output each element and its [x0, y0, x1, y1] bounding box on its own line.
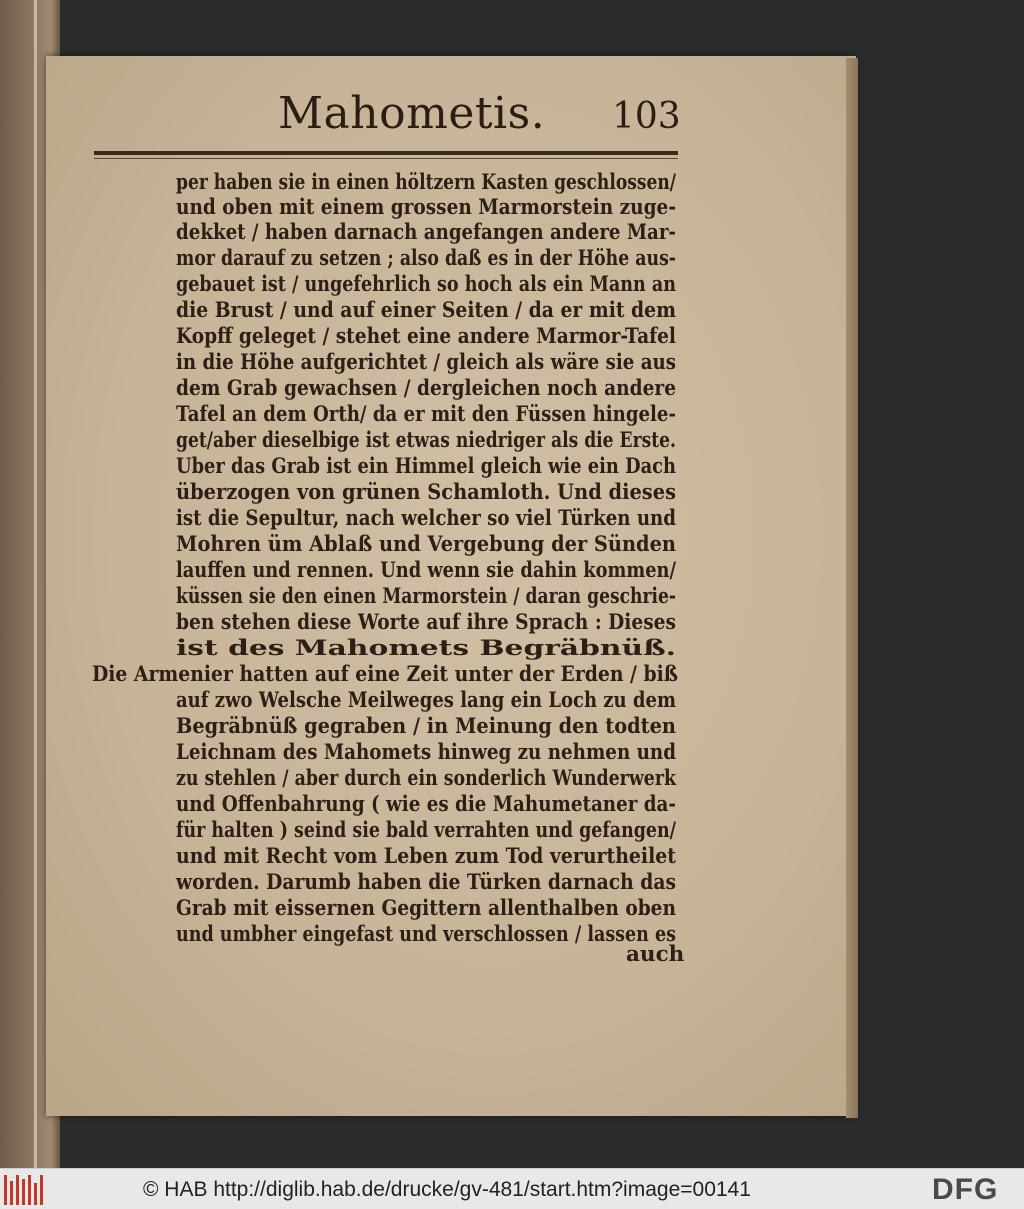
text-line: Begräbnüß gegraben / in Meinung den todten — [176, 714, 676, 739]
text-line: gebauet ist / ungefehrlich so hoch als ein Mann an — [176, 272, 676, 297]
text-line: Tafel an dem Orth/ da er mit den Füssen hingele- — [176, 402, 676, 427]
hab-logo-icon — [4, 1175, 48, 1205]
text-line: in die Höhe aufgerichtet / gleich als wäre sie aus — [176, 350, 676, 375]
footer-bar — [0, 1168, 1024, 1209]
text-line: dem Grab gewachsen / dergleichen noch andere — [176, 376, 676, 401]
text-line: worden. Darumb haben die Türken darnach das — [176, 870, 676, 895]
text-line: und mit Recht vom Leben zum Tod verurtheilet — [176, 844, 676, 869]
text-line: Uber das Grab ist ein Himmel gleich wie ein Dach — [176, 454, 676, 479]
text-line: Mohren üm Ablaß und Vergebung der Sünden — [176, 532, 676, 557]
source-link[interactable]: © HAB http://diglib.hab.de/drucke/gv-481/start.htm?image=00141 — [143, 1178, 751, 1201]
text-line: Kopff geleget / stehet eine andere Marmor-Tafel — [176, 324, 676, 349]
text-line: Leichnam des Mahomets hinweg zu nehmen und — [176, 740, 676, 765]
text-line: get/aber dieselbige ist etwas niedriger als die Erste. — [176, 428, 676, 453]
text-line: ben stehen diese Worte auf ihre Sprach : Dieses — [176, 610, 676, 635]
text-line: dekket / haben darnach angefangen andere Mar- — [176, 220, 676, 245]
text-line: Die Armenier hatten auf eine Zeit unter der Erden / biß — [92, 662, 678, 687]
catchword: auch — [626, 942, 685, 967]
running-head: Mahometis. — [278, 88, 546, 139]
text-line: für halten ) seind sie bald verrahten und gefangen/ — [176, 818, 676, 843]
text-line: lauffen und rennen. Und wenn sie dahin kommen/ — [176, 558, 676, 583]
text-line: zu stehlen / aber durch ein sonderlich Wunderwerk — [176, 766, 676, 791]
text-line: auf zwo Welsche Meilweges lang ein Loch zu dem — [176, 688, 676, 713]
page-number: 103 — [612, 96, 681, 137]
text-line: Grab mit eissernen Gegittern allenthalben oben — [176, 896, 676, 921]
text-line: ist die Sepultur, nach welcher so viel Türken und — [176, 506, 676, 531]
text-line: überzogen von grünen Schamloth. Und dieses — [176, 480, 676, 505]
text-line: per haben sie in einen höltzern Kasten geschlossen/ — [176, 170, 676, 195]
text-line: und umbher eingefast und verschlossen / lassen es — [176, 922, 676, 947]
text-line: mor darauf zu setzen ; also daß es in der Höhe aus- — [176, 246, 676, 271]
text-line: die Brust / und auf einer Seiten / da er mit dem — [176, 298, 676, 323]
header-rule-thin — [94, 158, 678, 159]
text-line: küssen sie den einen Marmorstein / daran geschrie- — [176, 584, 676, 609]
dfg-logo: DFG — [932, 1173, 999, 1206]
header-rule — [94, 151, 678, 155]
text-line: ist des Mahomets Begräbnüß. — [176, 636, 676, 661]
page-fore-edge — [846, 58, 858, 1118]
text-line: und oben mit einem grossen Marmorstein zuge- — [176, 195, 676, 220]
facing-page-fold — [34, 0, 37, 1168]
text-line: und Offenbahrung ( wie es die Mahumetaner da- — [176, 792, 676, 817]
